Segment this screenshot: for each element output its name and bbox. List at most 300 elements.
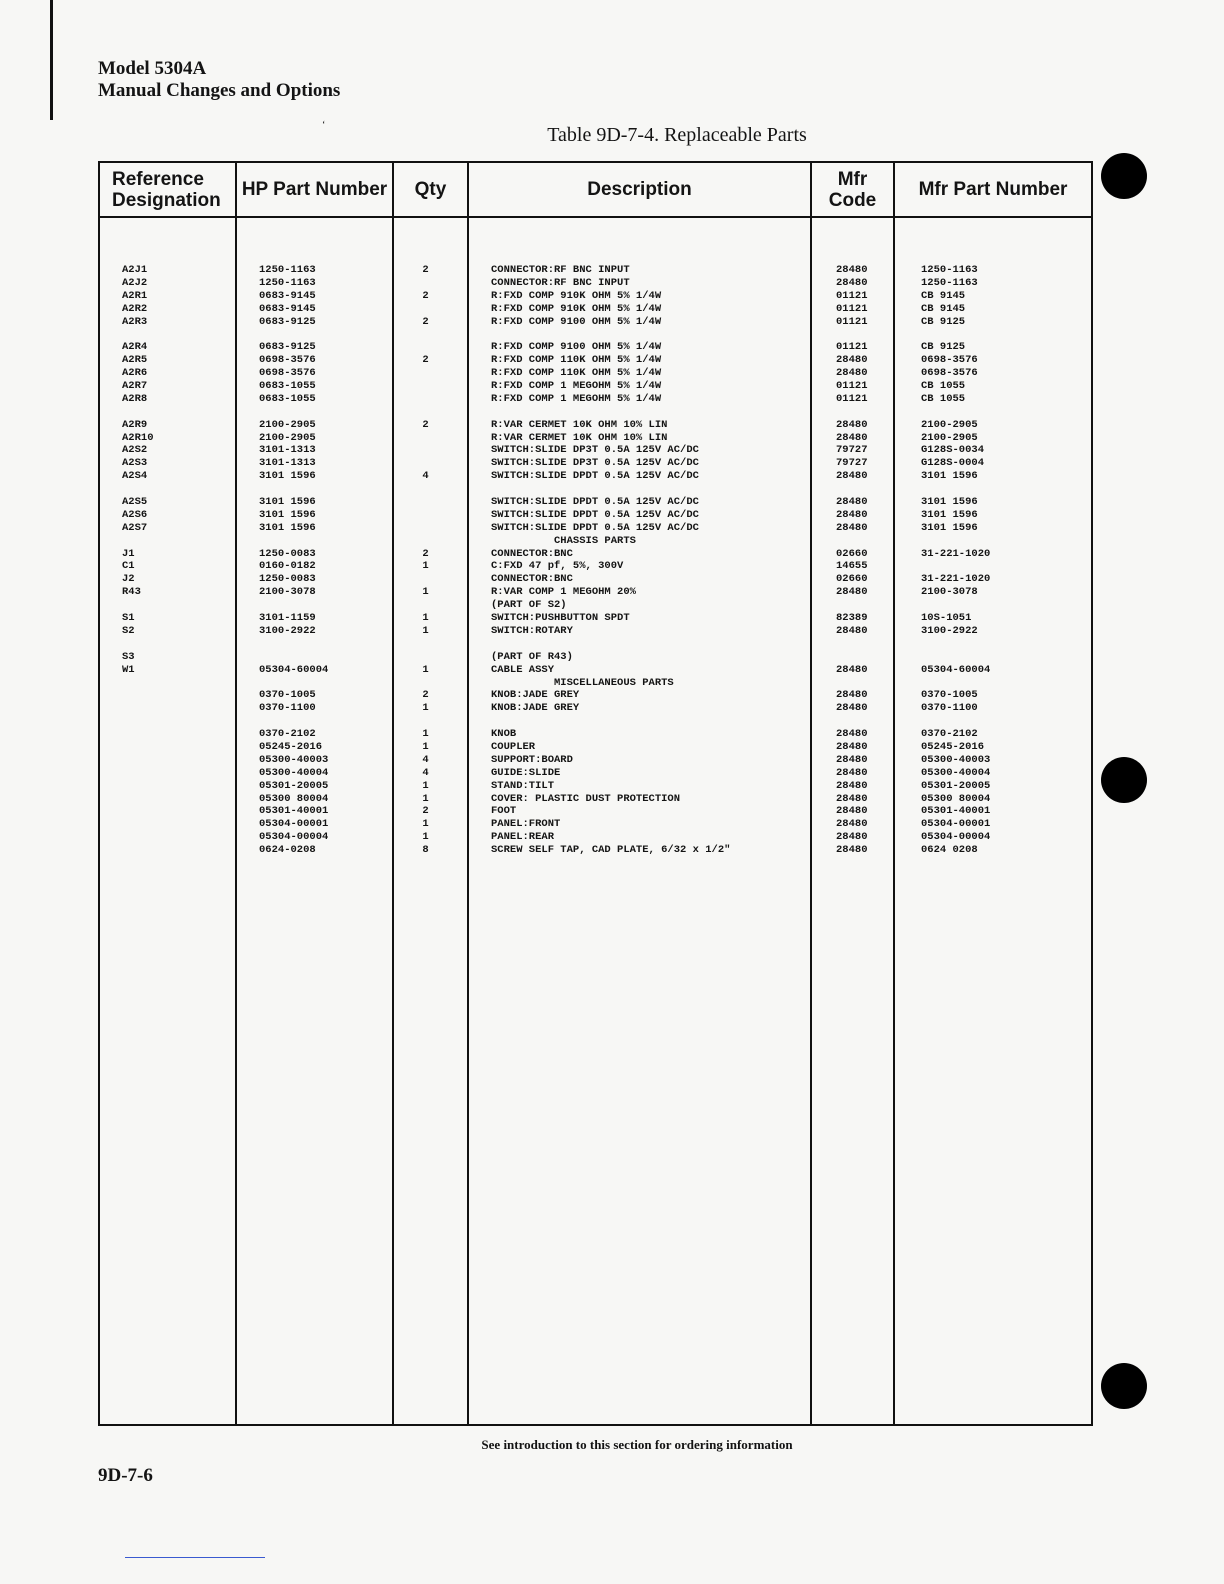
mfr-code-cell: 79727 <box>836 457 868 470</box>
qty-cell <box>394 432 457 445</box>
mfr-part-cell: 0370-2102 <box>921 728 978 741</box>
description-cell <box>491 483 810 496</box>
mfr-part-cell: 0698-3576 <box>921 354 978 367</box>
qty-cell <box>394 457 457 470</box>
header-reference-designation: Reference Designation <box>99 162 236 217</box>
qty-cell: 4 <box>422 766 429 779</box>
model-title: Model 5304A <box>98 58 207 79</box>
ref-cell: A2R10 <box>122 431 154 444</box>
mfr-code-cell: 28480 <box>836 418 868 431</box>
mfr-code-cell: 28480 <box>836 367 868 380</box>
ref-cell: A2R3 <box>122 315 148 328</box>
mfr-code-cell: 28480 <box>836 624 868 637</box>
qty-cell: 1 <box>422 831 429 844</box>
qty-cell: 1 <box>422 728 429 741</box>
mfr-part-cell: 31-221-1020 <box>921 547 991 560</box>
description-cell: CONNECTOR:BNC <box>491 547 573 560</box>
qty-cell <box>394 651 457 664</box>
mfr-code-cell: 28480 <box>836 689 868 702</box>
qty-cell: 4 <box>422 753 429 766</box>
ref-cell <box>122 689 235 702</box>
qty-cell <box>394 277 457 290</box>
hp-part-cell <box>259 483 392 496</box>
mfr-code-cell: 01121 <box>836 289 868 302</box>
hp-part-cell: 2100-2905 <box>259 418 316 431</box>
stray-mark: ‘ <box>322 120 326 131</box>
hp-part-cell: 3101 1596 <box>259 496 316 509</box>
column-mfr-part-number <box>894 217 1092 1425</box>
description-cell: MISCELLANEOUS PARTS <box>491 676 674 689</box>
mfr-code-cell: 28480 <box>836 805 868 818</box>
description-cell <box>491 715 810 728</box>
hp-part-cell <box>259 651 392 664</box>
ref-cell <box>122 715 235 728</box>
qty-cell: 4 <box>422 470 429 483</box>
hp-part-cell <box>259 406 392 419</box>
mfr-code-cell: 02660 <box>836 547 868 560</box>
ref-cell: A2R2 <box>122 302 148 315</box>
mfr-part-cell: 3101 1596 <box>921 496 978 509</box>
column-qty <box>393 217 468 1425</box>
description-cell: CABLE ASSY <box>491 663 555 676</box>
description-cell: SUPPORT:BOARD <box>491 753 573 766</box>
qty-cell <box>394 328 457 341</box>
qty-cell <box>394 677 457 690</box>
hp-part-cell <box>259 638 392 651</box>
mfr-part-cell: 3101 1596 <box>921 470 978 483</box>
mfr-part-cell: CB 9145 <box>921 289 966 302</box>
mfr-code-cell: 28480 <box>836 702 868 715</box>
ref-cell: S2 <box>122 624 135 637</box>
mfr-code-cell: 14655 <box>836 560 868 573</box>
qty-cell: 1 <box>422 818 429 831</box>
column-hp-part-number <box>236 217 393 1425</box>
mfr-part-cell <box>921 638 1091 651</box>
hp-part-cell: 0683-1055 <box>259 380 316 393</box>
mfr-code-cell: 28480 <box>836 728 868 741</box>
qty-cell <box>394 393 457 406</box>
mfr-part-cell: 05245-2016 <box>921 740 985 753</box>
mfr-part-cell: 2100-2905 <box>921 418 978 431</box>
mfr-part-cell: 05304-00004 <box>921 831 991 844</box>
punch-hole-icon <box>1101 153 1147 199</box>
description-cell: R:FXD COMP 910K OHM 5% 1/4W <box>491 289 662 302</box>
table-caption: Table 9D-7-4. Replaceable Parts <box>547 124 807 146</box>
page-number: 9D-7-6 <box>98 1465 153 1486</box>
mfr-part-cell: 1250-1163 <box>921 264 978 276</box>
mfr-code-cell <box>836 406 893 419</box>
description-cell: R:FXD COMP 910K OHM 5% 1/4W <box>491 302 662 315</box>
hp-part-cell: 05245-2016 <box>259 740 323 753</box>
hp-part-cell: 1250-1163 <box>259 264 316 276</box>
hp-part-cell: 05301-40001 <box>259 805 329 818</box>
qty-cell <box>394 444 457 457</box>
description-cell: R:FXD COMP 1 MEGOHM 5% 1/4W <box>491 392 662 405</box>
ref-cell: A2R6 <box>122 367 148 380</box>
hp-part-cell: 0683-9145 <box>259 302 316 315</box>
mfr-part-cell: 1250-1163 <box>921 276 978 289</box>
mfr-part-cell: 0624 0208 <box>921 844 978 857</box>
description-cell: GUIDE:SLIDE <box>491 766 561 779</box>
hp-part-cell: 0698-3576 <box>259 354 316 367</box>
qty-cell: 2 <box>422 315 429 328</box>
mfr-part-cell: 05300-40004 <box>921 766 991 779</box>
ref-cell <box>122 406 235 419</box>
ref-cell <box>122 844 235 857</box>
ref-cell <box>122 793 235 806</box>
replaceable-parts-table <box>98 161 1093 1426</box>
page-header <box>98 58 340 102</box>
qty-cell <box>394 367 457 380</box>
description-cell: (PART OF S2) <box>491 599 567 612</box>
mfr-part-cell: CB 1055 <box>921 392 966 405</box>
description-cell: KNOB:JADE GREY <box>491 702 580 715</box>
description-cell: PANEL:REAR <box>491 831 555 844</box>
description-cell: R:FXD COMP 110K OHM 5% 1/4W <box>491 367 662 380</box>
ref-cell <box>122 728 235 741</box>
qty-cell <box>394 638 457 651</box>
ref-cell: A2S7 <box>122 521 148 534</box>
description-cell: R:FXD COMP 9100 OHM 5% 1/4W <box>491 341 662 354</box>
ref-cell: R43 <box>122 586 141 599</box>
hp-part-cell: 05301-20005 <box>259 779 329 792</box>
mfr-code-cell: 28480 <box>836 521 868 534</box>
hp-part-cell: 0370-1100 <box>259 702 316 715</box>
mfr-part-cell: CB 1055 <box>921 380 966 393</box>
hp-part-cell: 2100-2905 <box>259 431 316 444</box>
table-body-row <box>99 217 1092 1425</box>
description-cell: COUPLER <box>491 740 536 753</box>
description-cell: SWITCH:SLIDE DPDT 0.5A 125V AC/DC <box>491 470 699 483</box>
ref-cell: A2R5 <box>122 354 148 367</box>
qty-cell <box>394 341 457 354</box>
mfr-part-cell: 2100-3078 <box>921 586 978 599</box>
qty-cell <box>394 715 457 728</box>
ref-cell: A2S2 <box>122 444 148 457</box>
qty-cell: 2 <box>422 418 429 431</box>
mfr-code-cell: 79727 <box>836 444 868 457</box>
mfr-code-cell: 28480 <box>836 496 868 509</box>
qty-cell: 2 <box>422 354 429 367</box>
description-cell <box>491 638 810 651</box>
description-cell: SWITCH:ROTARY <box>491 624 573 637</box>
qty-cell: 1 <box>422 560 429 573</box>
description-cell: PANEL:FRONT <box>491 818 561 831</box>
mfr-code-cell <box>836 677 893 690</box>
hp-part-cell: 05300-40003 <box>259 753 329 766</box>
mfr-part-cell <box>921 406 1091 419</box>
mfr-code-cell: 28480 <box>836 831 868 844</box>
description-cell <box>491 406 810 419</box>
mfr-code-cell: 28480 <box>836 663 868 676</box>
mfr-part-cell: 05300 80004 <box>921 792 991 805</box>
qty-cell <box>394 496 457 509</box>
qty-cell: 1 <box>422 740 429 753</box>
hp-part-cell: 0683-9125 <box>259 341 316 354</box>
mfr-part-cell <box>921 328 1091 341</box>
qty-cell: 1 <box>422 612 429 625</box>
mfr-part-cell: CB 9145 <box>921 302 966 315</box>
mfr-part-cell: 31-221-1020 <box>921 573 991 586</box>
description-cell: CHASSIS PARTS <box>491 534 636 547</box>
description-cell: R:FXD COMP 1 MEGOHM 5% 1/4W <box>491 380 662 393</box>
mfr-code-cell: 28480 <box>836 844 868 857</box>
description-cell: R:VAR CERMET 10K OHM 10% LIN <box>491 418 668 431</box>
mfr-code-cell: 02660 <box>836 573 868 586</box>
hp-part-cell: 05300 80004 <box>259 792 329 805</box>
header-mfr-code: Mfr Code <box>811 162 894 217</box>
description-cell: C:FXD 47 pf, 5%, 300V <box>491 560 624 573</box>
mfr-part-cell: 05304-00001 <box>921 818 991 831</box>
description-cell: KNOB <box>491 728 517 741</box>
ref-cell <box>122 328 235 341</box>
punch-hole-icon <box>1101 1363 1147 1409</box>
mfr-part-cell: 10S-1051 <box>921 612 972 625</box>
mfr-code-cell: 28480 <box>836 354 868 367</box>
hp-part-cell: 05304-00001 <box>259 818 329 831</box>
ref-cell <box>122 754 235 767</box>
mfr-code-cell <box>836 715 893 728</box>
hp-part-cell: 3101-1313 <box>259 444 316 457</box>
qty-cell <box>394 483 457 496</box>
description-cell: R:VAR CERMET 10K OHM 10% LIN <box>491 431 668 444</box>
header-mfr-part-number: Mfr Part Number <box>894 162 1092 217</box>
mfr-code-cell: 28480 <box>836 431 868 444</box>
ref-cell: A2S6 <box>122 508 148 521</box>
ref-cell: A2J1 <box>122 264 148 276</box>
qty-cell: 2 <box>422 689 429 702</box>
mfr-code-cell: 82389 <box>836 612 868 625</box>
mfr-part-cell: 05301-20005 <box>921 779 991 792</box>
mfr-code-cell <box>836 483 893 496</box>
ref-cell: W1 <box>122 663 135 676</box>
qty-cell: 1 <box>422 792 429 805</box>
hp-part-cell: 3101-1159 <box>259 612 316 625</box>
mfr-code-cell: 01121 <box>836 302 868 315</box>
mfr-part-cell <box>921 715 1091 728</box>
qty-cell <box>394 406 457 419</box>
ref-cell <box>122 535 235 548</box>
description-cell: R:FXD COMP 9100 OHM 5% 1/4W <box>491 315 662 328</box>
ref-cell: A2R4 <box>122 341 148 354</box>
hp-part-cell: 3101 1596 <box>259 470 316 483</box>
qty-cell <box>394 535 457 548</box>
column-mfr-code <box>811 217 894 1425</box>
hp-part-cell: 3100-2922 <box>259 624 316 637</box>
mfr-code-cell <box>836 599 893 612</box>
qty-cell: 2 <box>422 547 429 560</box>
qty-cell: 1 <box>422 779 429 792</box>
mfr-part-cell: 05300-40003 <box>921 753 991 766</box>
mfr-code-cell: 28480 <box>836 740 868 753</box>
hp-part-cell: 1250-1163 <box>259 276 316 289</box>
description-cell: R:VAR COMP 1 MEGOHM 20% <box>491 586 636 599</box>
mfr-code-cell: 28480 <box>836 586 868 599</box>
ref-cell: A2R8 <box>122 392 148 405</box>
mfr-code-cell: 28480 <box>836 753 868 766</box>
qty-cell: 2 <box>422 289 429 302</box>
ref-cell: A2R9 <box>122 418 148 431</box>
description-cell: SWITCH:SLIDE DPDT 0.5A 125V AC/DC <box>491 521 699 534</box>
mfr-part-cell: CB 9125 <box>921 341 966 354</box>
hp-part-cell: 3101 1596 <box>259 508 316 521</box>
mfr-part-cell: 0370-1005 <box>921 689 978 702</box>
mfr-code-cell <box>836 328 893 341</box>
qty-cell: 1 <box>422 702 429 715</box>
description-cell: SCREW SELF TAP, CAD PLATE, 6/32 x 1/2" <box>491 844 731 857</box>
column-description <box>468 217 811 1425</box>
qty-cell: 1 <box>422 624 429 637</box>
description-cell: SWITCH:SLIDE DP3T 0.5A 125V AC/DC <box>491 444 699 457</box>
hp-part-cell: 2100-3078 <box>259 586 316 599</box>
mfr-part-cell <box>921 483 1091 496</box>
mfr-part-cell: 0698-3576 <box>921 367 978 380</box>
ref-cell <box>122 677 235 690</box>
description-cell: KNOB:JADE GREY <box>491 689 580 702</box>
mfr-code-cell: 28480 <box>836 818 868 831</box>
qty-cell <box>394 573 457 586</box>
header-description: Description <box>468 162 811 217</box>
hp-part-cell: 3101 1596 <box>259 521 316 534</box>
hp-part-cell: 3101-1313 <box>259 457 316 470</box>
hp-part-cell: 0683-9125 <box>259 315 316 328</box>
hp-part-cell: 1250-0083 <box>259 547 316 560</box>
mfr-code-cell: 28480 <box>836 508 868 521</box>
description-cell: FOOT <box>491 805 517 818</box>
punch-hole-icon <box>1101 757 1147 803</box>
ref-cell: A2S3 <box>122 457 148 470</box>
mfr-code-cell: 28480 <box>836 264 868 276</box>
hp-part-cell <box>259 715 392 728</box>
mfr-part-cell: 3100-2922 <box>921 624 978 637</box>
qty-cell <box>394 303 457 316</box>
hp-part-cell: 0624-0208 <box>259 844 316 857</box>
ref-cell: J1 <box>122 547 135 560</box>
ref-cell: J2 <box>122 573 135 586</box>
ref-cell <box>122 805 235 818</box>
mfr-part-cell: 3101 1596 <box>921 508 978 521</box>
qty-cell: 1 <box>422 586 429 599</box>
mfr-part-cell <box>921 535 1091 548</box>
mfr-part-cell: G128S-0004 <box>921 457 985 470</box>
mfr-part-cell: CB 9125 <box>921 315 966 328</box>
mfr-part-cell: 2100-2905 <box>921 431 978 444</box>
qty-cell <box>394 599 457 612</box>
mfr-code-cell: 01121 <box>836 341 868 354</box>
mfr-part-cell: 05304-60004 <box>921 663 991 676</box>
mfr-code-cell: 01121 <box>836 315 868 328</box>
mfr-part-cell: 05301-40001 <box>921 805 991 818</box>
column-reference-designation <box>99 217 236 1425</box>
hp-part-cell: 1250-0083 <box>259 573 316 586</box>
mfr-code-cell: 28480 <box>836 470 868 483</box>
ref-cell: A2R1 <box>122 289 148 302</box>
ref-cell <box>122 831 235 844</box>
description-cell: CONNECTOR:RF BNC INPUT <box>491 264 630 276</box>
mfr-code-cell: 01121 <box>836 380 868 393</box>
qty-cell <box>394 509 457 522</box>
hp-part-cell: 0370-1005 <box>259 689 316 702</box>
qty-cell: 2 <box>422 805 429 818</box>
description-cell: COVER: PLASTIC DUST PROTECTION <box>491 792 681 805</box>
ref-cell <box>122 599 235 612</box>
hp-part-cell <box>259 677 392 690</box>
section-subtitle: Manual Changes and Options <box>98 80 341 101</box>
scan-artifact-line <box>125 1557 265 1558</box>
header-hp-part-number: HP Part Number <box>236 162 393 217</box>
hp-part-cell: 0370-2102 <box>259 728 316 741</box>
ref-cell <box>122 767 235 780</box>
ordering-footnote: See introduction to this section for ordering information <box>481 1437 793 1452</box>
ref-cell: A2J2 <box>122 276 148 289</box>
qty-cell: 1 <box>422 663 429 676</box>
ref-cell <box>122 638 235 651</box>
description-cell: CONNECTOR:BNC <box>491 573 573 586</box>
ref-cell: A2S4 <box>122 470 148 483</box>
mfr-part-cell: G128S-0034 <box>921 444 985 457</box>
ref-cell <box>122 818 235 831</box>
hp-part-cell: 05304-00004 <box>259 831 329 844</box>
mfr-part-cell <box>921 677 1091 690</box>
mfr-part-cell <box>921 651 1091 664</box>
ref-cell: A2S5 <box>122 496 148 509</box>
mfr-code-cell <box>836 638 893 651</box>
header-qty: Qty <box>393 162 468 217</box>
mfr-code-cell <box>836 535 893 548</box>
mfr-code-cell: 28480 <box>836 276 868 289</box>
table-header-row <box>99 162 1092 217</box>
ref-cell: C1 <box>122 560 135 573</box>
qty-cell <box>394 522 457 535</box>
mfr-code-cell: 01121 <box>836 392 868 405</box>
description-cell: SWITCH:SLIDE DPDT 0.5A 125V AC/DC <box>491 496 699 509</box>
ref-cell <box>122 741 235 754</box>
qty-cell: 8 <box>422 844 429 857</box>
hp-part-cell: 05300-40004 <box>259 766 329 779</box>
ref-cell <box>122 780 235 793</box>
qty-cell: 2 <box>422 264 429 276</box>
description-cell: SWITCH:SLIDE DPDT 0.5A 125V AC/DC <box>491 508 699 521</box>
hp-part-cell <box>259 535 392 548</box>
hp-part-cell <box>259 328 392 341</box>
description-cell <box>491 328 810 341</box>
mfr-part-cell: 3101 1596 <box>921 521 978 534</box>
hp-part-cell: 0683-1055 <box>259 392 316 405</box>
description-cell: STAND:TILT <box>491 779 555 792</box>
hp-part-cell: 0160-0182 <box>259 560 316 573</box>
mfr-part-cell <box>921 560 1091 573</box>
ref-cell <box>122 483 235 496</box>
mfr-code-cell: 28480 <box>836 792 868 805</box>
ref-cell: S1 <box>122 612 135 625</box>
mfr-part-cell <box>921 599 1091 612</box>
hp-part-cell: 0683-9145 <box>259 289 316 302</box>
description-cell: (PART OF R43) <box>491 650 573 663</box>
qty-cell <box>394 380 457 393</box>
binder-edge-line <box>50 0 53 120</box>
description-cell: R:FXD COMP 110K OHM 5% 1/4W <box>491 354 662 367</box>
description-cell: SWITCH:PUSHBUTTON SPDT <box>491 612 630 625</box>
ref-cell: A2R7 <box>122 380 148 393</box>
mfr-part-cell: 0370-1100 <box>921 702 978 715</box>
ref-cell <box>122 702 235 715</box>
mfr-code-cell: 28480 <box>836 766 868 779</box>
description-cell: SWITCH:SLIDE DP3T 0.5A 125V AC/DC <box>491 457 699 470</box>
hp-part-cell <box>259 599 392 612</box>
mfr-code-cell <box>836 651 893 664</box>
hp-part-cell: 0698-3576 <box>259 367 316 380</box>
hp-part-cell: 05304-60004 <box>259 663 329 676</box>
